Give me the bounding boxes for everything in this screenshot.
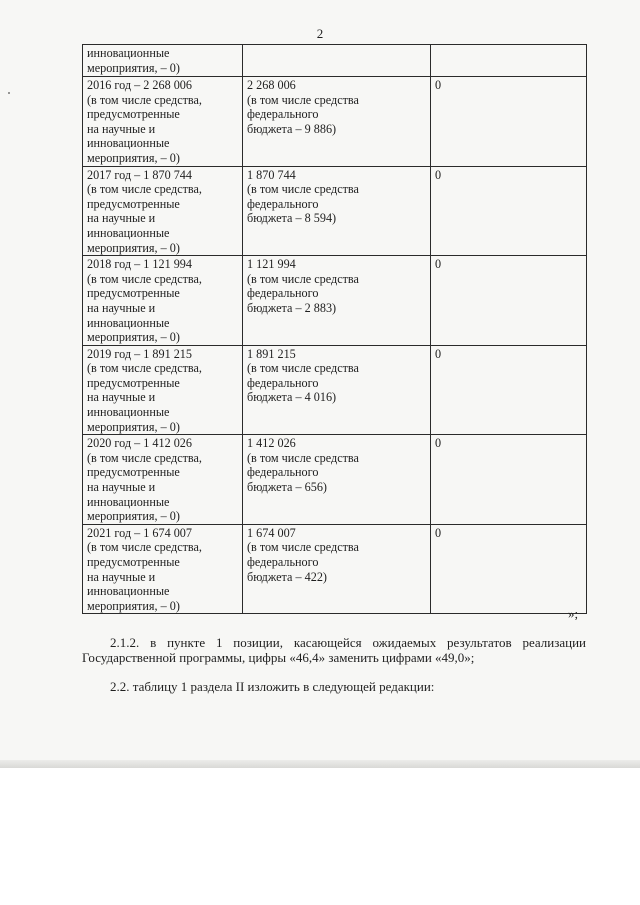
table-cell-total: 2019 год – 1 891 215 (в том числе средства, предусмотренные на научные и инновационные мероприятия, – 0)	[83, 345, 243, 435]
table-cell-other: 0	[431, 435, 587, 525]
table-cell-budget: 1 412 026 (в том числе средства федерального бюджета – 656)	[243, 435, 431, 525]
table-row	[83, 77, 587, 167]
table-cell-budget: 1 870 744 (в том числе средства федерального бюджета – 8 594)	[243, 166, 431, 256]
scan-bottom-edge	[0, 760, 640, 768]
table-cell-total: 2017 год – 1 870 744 (в том числе средства, предусмотренные на научные и инновационные мероприятия, – 0)	[83, 166, 243, 256]
budget-table	[82, 44, 587, 614]
table-row	[83, 345, 587, 435]
table-cell-other	[431, 45, 587, 77]
table-cell-budget	[243, 45, 431, 77]
table-row	[83, 435, 587, 525]
table-row	[83, 256, 587, 346]
table-cell-total: 2018 год – 1 121 994 (в том числе средства, предусмотренные на научные и инновационные мероприятия, – 0)	[83, 256, 243, 346]
table-cell-total: 2016 год – 2 268 006 (в том числе средства, предусмотренные на научные и инновационные мероприятия, – 0)	[83, 77, 243, 167]
table-cell-budget: 2 268 006 (в том числе средства федерального бюджета – 9 886)	[243, 77, 431, 167]
table-cell-other: 0	[431, 166, 587, 256]
table-row	[83, 166, 587, 256]
table-cell-budget: 1 891 215 (в том числе средства федерального бюджета – 4 016)	[243, 345, 431, 435]
table-cell-budget: 1 674 007 (в том числе средства федерального бюджета – 422)	[243, 524, 431, 614]
page-number: 2	[316, 26, 324, 41]
amendment-paragraph-2-2: 2.2. таблицу 1 раздела II изложить в следующей редакции:	[110, 679, 435, 694]
table-cell-total: инновационные мероприятия, – 0)	[83, 45, 243, 77]
table-row	[83, 45, 587, 77]
amendment-paragraph-2-1-2: 2.1.2. в пункте 1 позиции, касающейся ожидаемых результатов реализации Государственной программы, цифры «46,4» заменить цифрами «49,0»;	[82, 635, 586, 665]
table-cell-total: 2021 год – 1 674 007 (в том числе средства, предусмотренные на научные и инновационные мероприятия, – 0)	[83, 524, 243, 614]
table-cell-budget: 1 121 994 (в том числе средства федерального бюджета – 2 883)	[243, 256, 431, 346]
table-row	[83, 524, 587, 614]
table-cell-other: 0	[431, 524, 587, 614]
scan-speck	[8, 92, 10, 94]
closing-quote: »;	[568, 606, 579, 621]
table-cell-other: 0	[431, 256, 587, 346]
table-cell-other: 0	[431, 77, 587, 167]
table-cell-other: 0	[431, 345, 587, 435]
table-cell-total: 2020 год – 1 412 026 (в том числе средства, предусмотренные на научные и инновационные мероприятия, – 0)	[83, 435, 243, 525]
